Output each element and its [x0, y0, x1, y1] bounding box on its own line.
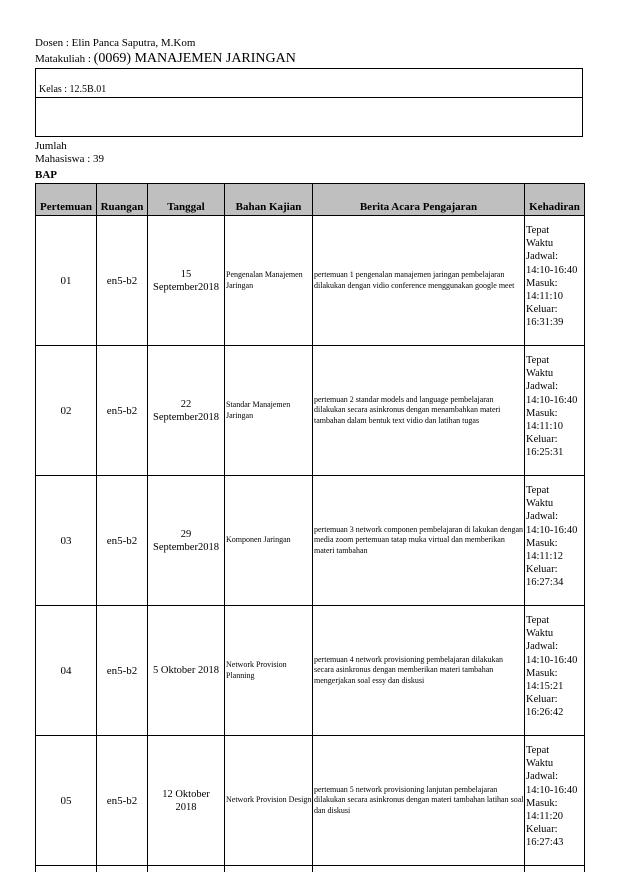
hadir-line: Keluar: — [526, 694, 558, 706]
hadir-line: Waktu — [526, 498, 554, 510]
jumlah-line-2: Mahasiswa : 39 — [35, 153, 105, 165]
cell-pertemuan: 03 — [36, 476, 97, 606]
cell-berita-acara: pertemuan 1 pengenalan manajemen jaringan pembelajaran dilakukan dengan vidio conference menggunakan google meet — [313, 216, 525, 346]
hadir-line: Jadwal: — [526, 251, 559, 263]
hadir-line: Masuk: — [526, 797, 558, 809]
hadir-line: Tepat — [526, 485, 550, 496]
hadir-line: 14:11:12 — [526, 551, 563, 563]
cell-kehadiran — [525, 476, 585, 606]
cell-tanggal — [148, 736, 225, 866]
section-title-bap: BAP — [35, 169, 57, 181]
table-row — [36, 736, 585, 866]
hadir-line: Jadwal: — [526, 771, 559, 783]
cell-bahan-kajian: Komponen Jaringan — [225, 476, 313, 606]
table-row — [36, 606, 585, 736]
table-row — [36, 476, 585, 606]
cell-ruangan: en5-b2 — [97, 736, 148, 866]
hadir-line: Tepat — [526, 225, 550, 236]
column-header-berita-acara: Berita Acara Pengajaran — [313, 184, 525, 216]
cell-ruangan: en5-b2 — [97, 346, 148, 476]
hadir-line: Jadwal: — [526, 641, 559, 653]
hadir-line: 14:11:20 — [526, 811, 563, 823]
cell-tanggal — [148, 476, 225, 606]
cell-tanggal — [148, 346, 225, 476]
hadir-line: Jadwal: — [526, 511, 559, 523]
hadir-line: 16:31:39 — [526, 317, 564, 329]
column-header-pertemuan: Pertemuan — [36, 184, 97, 216]
tanggal-part: 29 — [180, 528, 192, 540]
hadir-line: Waktu — [526, 368, 554, 380]
kelas-box — [35, 68, 583, 98]
table-row — [36, 216, 585, 346]
column-header-tanggal: Tanggal — [148, 184, 225, 216]
cell-ruangan: en5-b2 — [97, 606, 148, 736]
hadir-line: Masuk: — [526, 407, 558, 419]
hadir-line: 14:15:21 — [526, 681, 564, 693]
tanggal-part: 12 Oktober — [162, 788, 210, 800]
cell-kehadiran — [525, 606, 585, 736]
column-header-bahan-kajian: Bahan Kajian — [225, 184, 313, 216]
cell-berita-acara: pertemuan 4 network provisioning pembelajaran dilakukan secara asinkronus dengan memberikan materi tambahan mengerjakan soal essy dan diskusi — [313, 606, 525, 736]
hadir-line: 14:10-16:40 — [526, 394, 578, 406]
cell-bahan-kajian: Network Provision Design — [225, 736, 313, 866]
hadir-line: 14:10-16:40 — [526, 654, 578, 666]
cell-pertemuan: 05 — [36, 736, 97, 866]
empty-box — [35, 97, 583, 137]
hadir-line: Waktu — [526, 628, 554, 640]
cell-pertemuan: 04 — [36, 606, 97, 736]
hadir-line: Tepat — [526, 745, 550, 756]
jumlah-mahasiswa — [35, 140, 104, 166]
hadir-line: Keluar: — [526, 304, 558, 316]
tanggal-part: 22 — [180, 398, 192, 410]
hadir-line: Keluar: — [526, 434, 558, 446]
table-row — [36, 346, 585, 476]
hadir-line: 16:27:43 — [526, 837, 564, 849]
cell-tanggal — [148, 606, 225, 736]
hadir-line: 14:10-16:40 — [526, 524, 578, 536]
hadir-line: 14:10-16:40 — [526, 784, 578, 796]
tanggal-part: September2018 — [153, 411, 219, 423]
tanggal-part: 15 — [180, 268, 192, 280]
hadir-line: Masuk: — [526, 277, 558, 289]
tanggal-part: 2018 — [175, 801, 197, 813]
cell-kehadiran — [525, 346, 585, 476]
cell-bahan-kajian: Network Provision Planning — [225, 606, 313, 736]
hadir-line: Masuk: — [526, 667, 558, 679]
cell-berita-acara: pertemuan 5 network provisioning lanjutan pembelajaran dilakukan secara asinkronus dengan materi tambahan latihan soal dan diskusi — [313, 736, 525, 866]
hadir-line: 16:26:42 — [526, 707, 564, 719]
hadir-line: Keluar: — [526, 824, 558, 836]
column-header-ruangan: Ruangan — [97, 184, 148, 216]
cell-ruangan: en5-b2 — [97, 216, 148, 346]
cell-berita-acara: pertemuan 2 standar models and language pembelajaran dilakukan secara asinkronus dengan menambahkan materi tambahan dalam bentuk text vidio dan latihan tugas — [313, 346, 525, 476]
hadir-line: 14:11:10 — [526, 291, 563, 303]
bap-table — [35, 183, 585, 872]
cell-ruangan: en5-b2 — [97, 476, 148, 606]
hadir-line: 16:27:34 — [526, 577, 564, 589]
kelas-label: Kelas : 12.5B.01 — [39, 84, 107, 95]
jumlah-line-1: Jumlah — [35, 140, 67, 152]
dosen-line: Dosen : Elin Panca Saputra, M.Kom — [35, 37, 196, 49]
cell-kehadiran — [525, 216, 585, 346]
hadir-line: 14:10-16:40 — [526, 264, 578, 276]
matakuliah-value: (0069) MANAJEMEN JARINGAN — [93, 51, 296, 66]
hadir-line: Keluar: — [526, 564, 558, 576]
cell-pertemuan: 02 — [36, 346, 97, 476]
hadir-line: Tepat — [526, 355, 550, 366]
hadir-line: Waktu — [526, 238, 554, 250]
cell-tanggal — [148, 216, 225, 346]
column-header-kehadiran: Kehadiran — [525, 184, 585, 216]
hadir-line: Waktu — [526, 758, 554, 770]
hadir-line: Masuk: — [526, 537, 558, 549]
hadir-line: Jadwal: — [526, 381, 559, 393]
matakuliah-label: Matakuliah : — [35, 53, 91, 65]
tanggal-part: 5 Oktober 2018 — [153, 665, 219, 676]
matakuliah-line — [35, 52, 296, 66]
tanggal-part: September2018 — [153, 281, 219, 293]
table-row-continuation — [36, 866, 585, 873]
cell-pertemuan: 01 — [36, 216, 97, 346]
cell-kehadiran — [525, 736, 585, 866]
hadir-line: Tepat — [526, 615, 550, 626]
table-header-row — [36, 184, 585, 216]
tanggal-part: September2018 — [153, 541, 219, 553]
cell-berita-acara: pertemuan 3 network componen pembelajaran di lakukan dengan media zoom pertemuan tatap muka virtual dan memberikan materi tambahan — [313, 476, 525, 606]
hadir-line: 16:25:31 — [526, 447, 564, 459]
hadir-line: 14:11:10 — [526, 421, 563, 433]
cell-bahan-kajian: Standar Manajemen Jaringan — [225, 346, 313, 476]
cell-bahan-kajian: Pengenalan Manajemen Jaringan — [225, 216, 313, 346]
